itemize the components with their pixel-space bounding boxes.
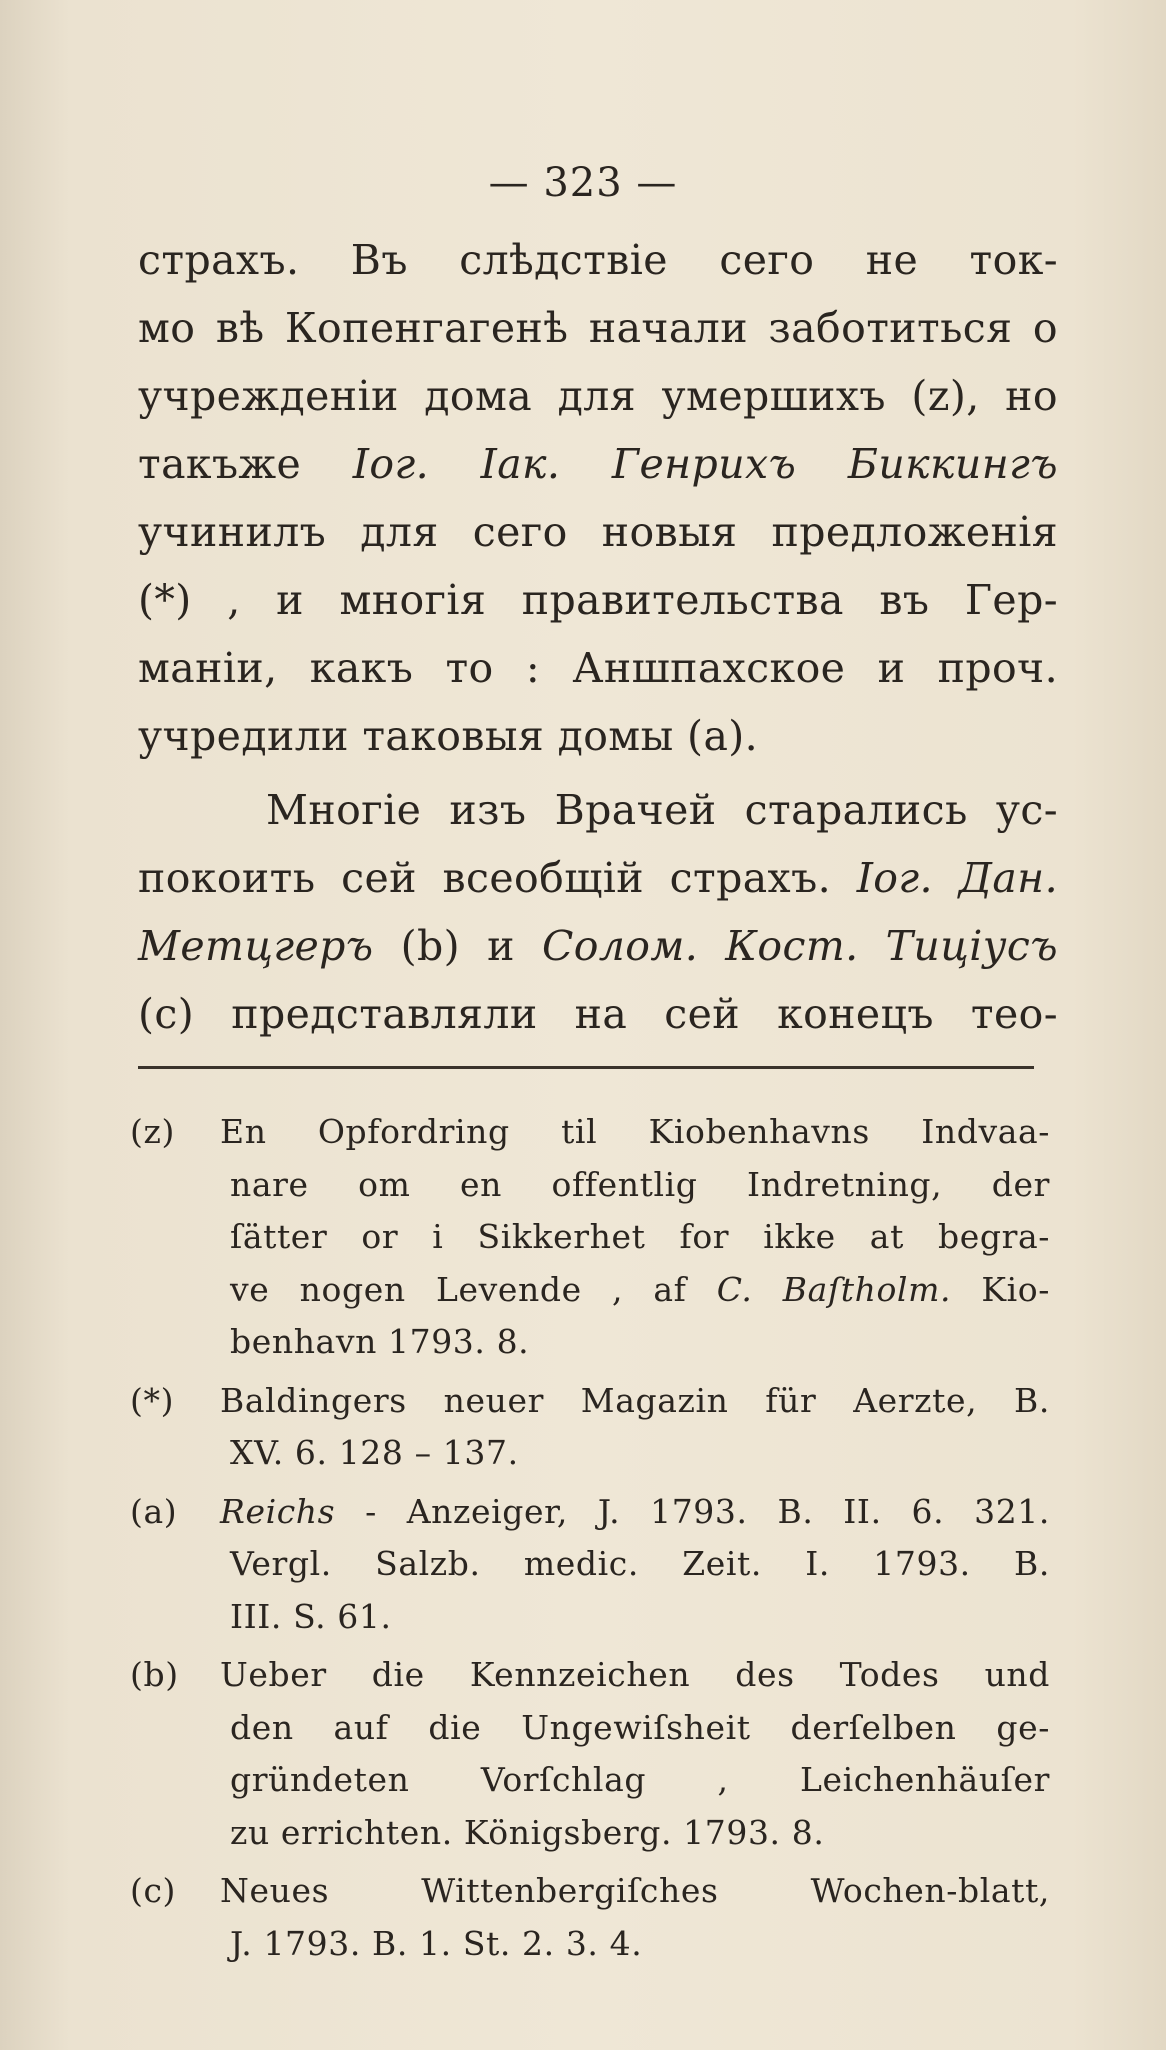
footnote-line — [130, 1486, 1050, 1539]
footnote-c — [130, 1865, 1050, 1970]
footnote-line — [130, 1375, 1050, 1428]
text-line: учинилъ для сего новыя предложенія — [138, 508, 1058, 556]
text-fragment: Kio- — [981, 1269, 1050, 1309]
text-line — [138, 912, 1058, 980]
footnote-line: ſätter or i Sikkerhet for ikke at begra- — [230, 1217, 1050, 1256]
footnote-marker: (b) — [130, 1655, 179, 1694]
footnote-line: J. 1793. B. 1. St. 2. 3. 4. — [230, 1923, 643, 1963]
text-line: мо вѣ Копенгагенѣ начали заботиться о — [138, 304, 1058, 352]
footnote-line: zu errichten. Königsberg. 1793. 8. — [230, 1812, 825, 1852]
footnote-marker: (*) — [130, 1380, 175, 1420]
person-name: Солом. Кост. Тиціусъ — [541, 922, 1059, 970]
footnote-marker: (a) — [130, 1491, 178, 1531]
footnote-line: Vergl. Salzb. medic. Zeit. I. 1793. B. — [230, 1544, 1050, 1583]
main-text — [138, 226, 1058, 1048]
text-fragment: - Anzeiger, J. 1793. B. II. 6. 321. — [365, 1491, 1050, 1531]
footnote-a — [130, 1486, 1050, 1644]
author-name: C. Baſtholm. — [716, 1269, 952, 1309]
text-fragment: такъже — [138, 440, 302, 488]
footnote-z — [130, 1106, 1050, 1369]
footnote-line — [130, 1649, 1050, 1702]
person-name: Іог. Дан. — [856, 854, 1058, 902]
text-line: страхъ. Въ слѣдствіе сего не ток- — [138, 236, 1058, 284]
footnote-star — [130, 1375, 1050, 1480]
text-fragment: Neues Wittenbergiſches Wochen-blatt, — [220, 1871, 1050, 1910]
text-line — [138, 844, 1058, 912]
footnote-b — [130, 1649, 1050, 1859]
page-number: — 323 — — [488, 160, 678, 206]
footnote-line: XV. 6. 128 – 137. — [230, 1433, 519, 1472]
footnote-line: gründeten Vorſchlag , Leichenhäuſer — [230, 1760, 1050, 1799]
text-fragment: Ueber die Kennzeichen des Todes und — [220, 1655, 1050, 1694]
footnote-marker: (z) — [130, 1112, 175, 1151]
footnote-line — [130, 1106, 1050, 1159]
text-line: маніи, какъ то : Аншпахское и проч. — [138, 644, 1058, 692]
person-name: Метцгеръ — [138, 922, 374, 970]
text-line-paragraph-start: Многіе изъ Врачей старались ус- — [266, 786, 1058, 834]
person-name: Іог. Іак. Генрихъ Биккингъ — [352, 440, 1058, 488]
text-line — [138, 430, 1058, 498]
text-line: (*) , и многія правительства въ Гер- — [138, 576, 1058, 624]
text-fragment: ve nogen Levende , af — [230, 1269, 687, 1309]
text-fragment: Baldingers neuer Magazin für Aerzte, B. — [220, 1380, 1050, 1420]
footnote-line: nare om en offentlig Indretning, der — [230, 1164, 1050, 1204]
text-fragment: (b) и — [400, 922, 515, 970]
footnote-line — [130, 1865, 1050, 1918]
footnote-line: III. S. 61. — [230, 1596, 392, 1636]
footnote-line: benhavn 1793. 8. — [230, 1322, 530, 1361]
text-fragment: покоить сей всеобщій страхъ. — [138, 854, 832, 902]
footnotes — [130, 1106, 1050, 1976]
footnote-marker: (c) — [130, 1871, 177, 1910]
footnote-line — [130, 1264, 1050, 1317]
text-line: учредили таковыя домы (а). — [138, 712, 759, 760]
text-fragment: En Opfordring til Kiobenhavns Indvaa- — [220, 1112, 1050, 1151]
text-line: (с) представляли на сей конецъ тео- — [138, 990, 1058, 1038]
footnote-divider — [138, 1066, 1034, 1069]
footnote-line: den auf die Ungewiſsheit derſelben ge- — [230, 1707, 1050, 1747]
text-line: учрежденіи дома для умершихъ (z), но — [138, 372, 1058, 420]
publication-name: Reichs — [220, 1491, 336, 1531]
